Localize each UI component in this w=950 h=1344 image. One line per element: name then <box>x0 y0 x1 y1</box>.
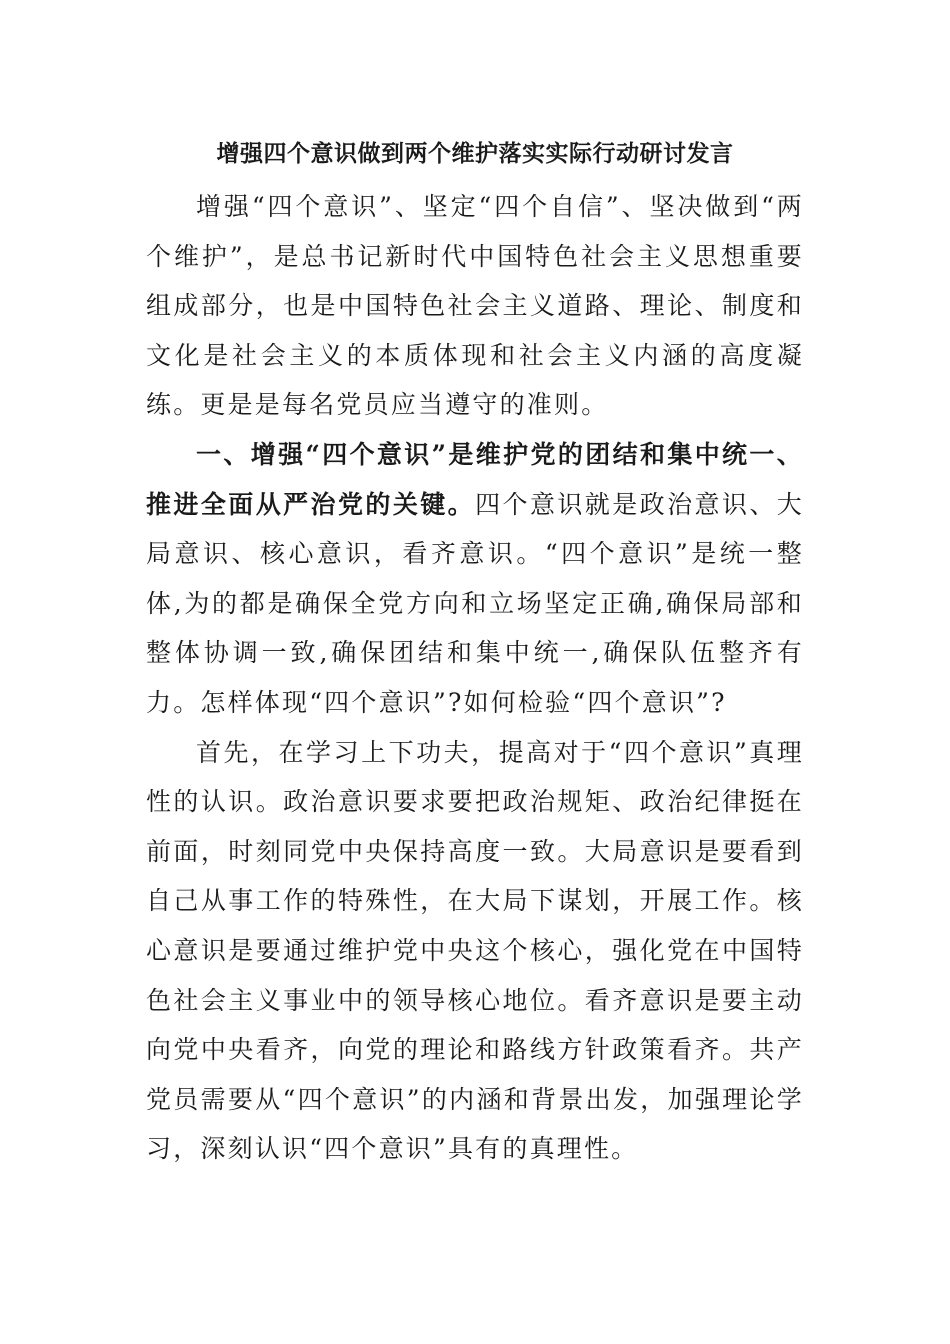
paragraph-section-one <box>146 430 804 728</box>
paragraph-text: 增强“四个意识”、坚定“四个自信”、坚决做到“两个维护”，是总书记新时代中国特色社会主义思想重要组成部分，也是中国特色社会主义道路、理论、制度和文化是社会主义的本质体现和社会主义内涵的高度凝练。更是是每名党员应当遵守的准则。 <box>146 192 804 420</box>
paragraph-lead: 一、增强“四个意识”是维护党的团结和集中统一、推进全面从严治党的关键。 <box>146 439 804 519</box>
paragraph-first-point <box>146 728 804 1174</box>
document-body <box>146 182 804 1174</box>
paragraph-text: 四个意识就是政治意识、大局意识、核心意识，看齐意识。“四个意识”是统一整体,为的都是确保全党方向和立场坚定正确,确保局部和整体协调一致,确保团结和集中统一,确保队伍整齐有力。怎样体现“四个意识”?如何检验“四个意识”? <box>146 489 804 717</box>
paragraph-text: 首先，在学习上下功夫，提高对于“四个意识”真理性的认识。政治意识要求要把政治规矩、政治纪律挺在前面，时刻同党中央保持高度一致。大局意识是要看到自己从事工作的特殊性，在大局下谋划，开展工作。核心意识是要通过维护党中央这个核心，强化党在中国特色社会主义事业中的领导核心地位。看齐意识是要主动向党中央看齐，向党的理论和路线方针政策看齐。共产党员需要从“四个意识”的内涵和背景出发，加强理论学习，深刻认识“四个意识”具有的真理性。 <box>146 737 804 1164</box>
paragraph-intro <box>146 182 804 430</box>
document-title: 增强四个意识做到两个维护落实实际行动研讨发言 <box>216 140 734 167</box>
